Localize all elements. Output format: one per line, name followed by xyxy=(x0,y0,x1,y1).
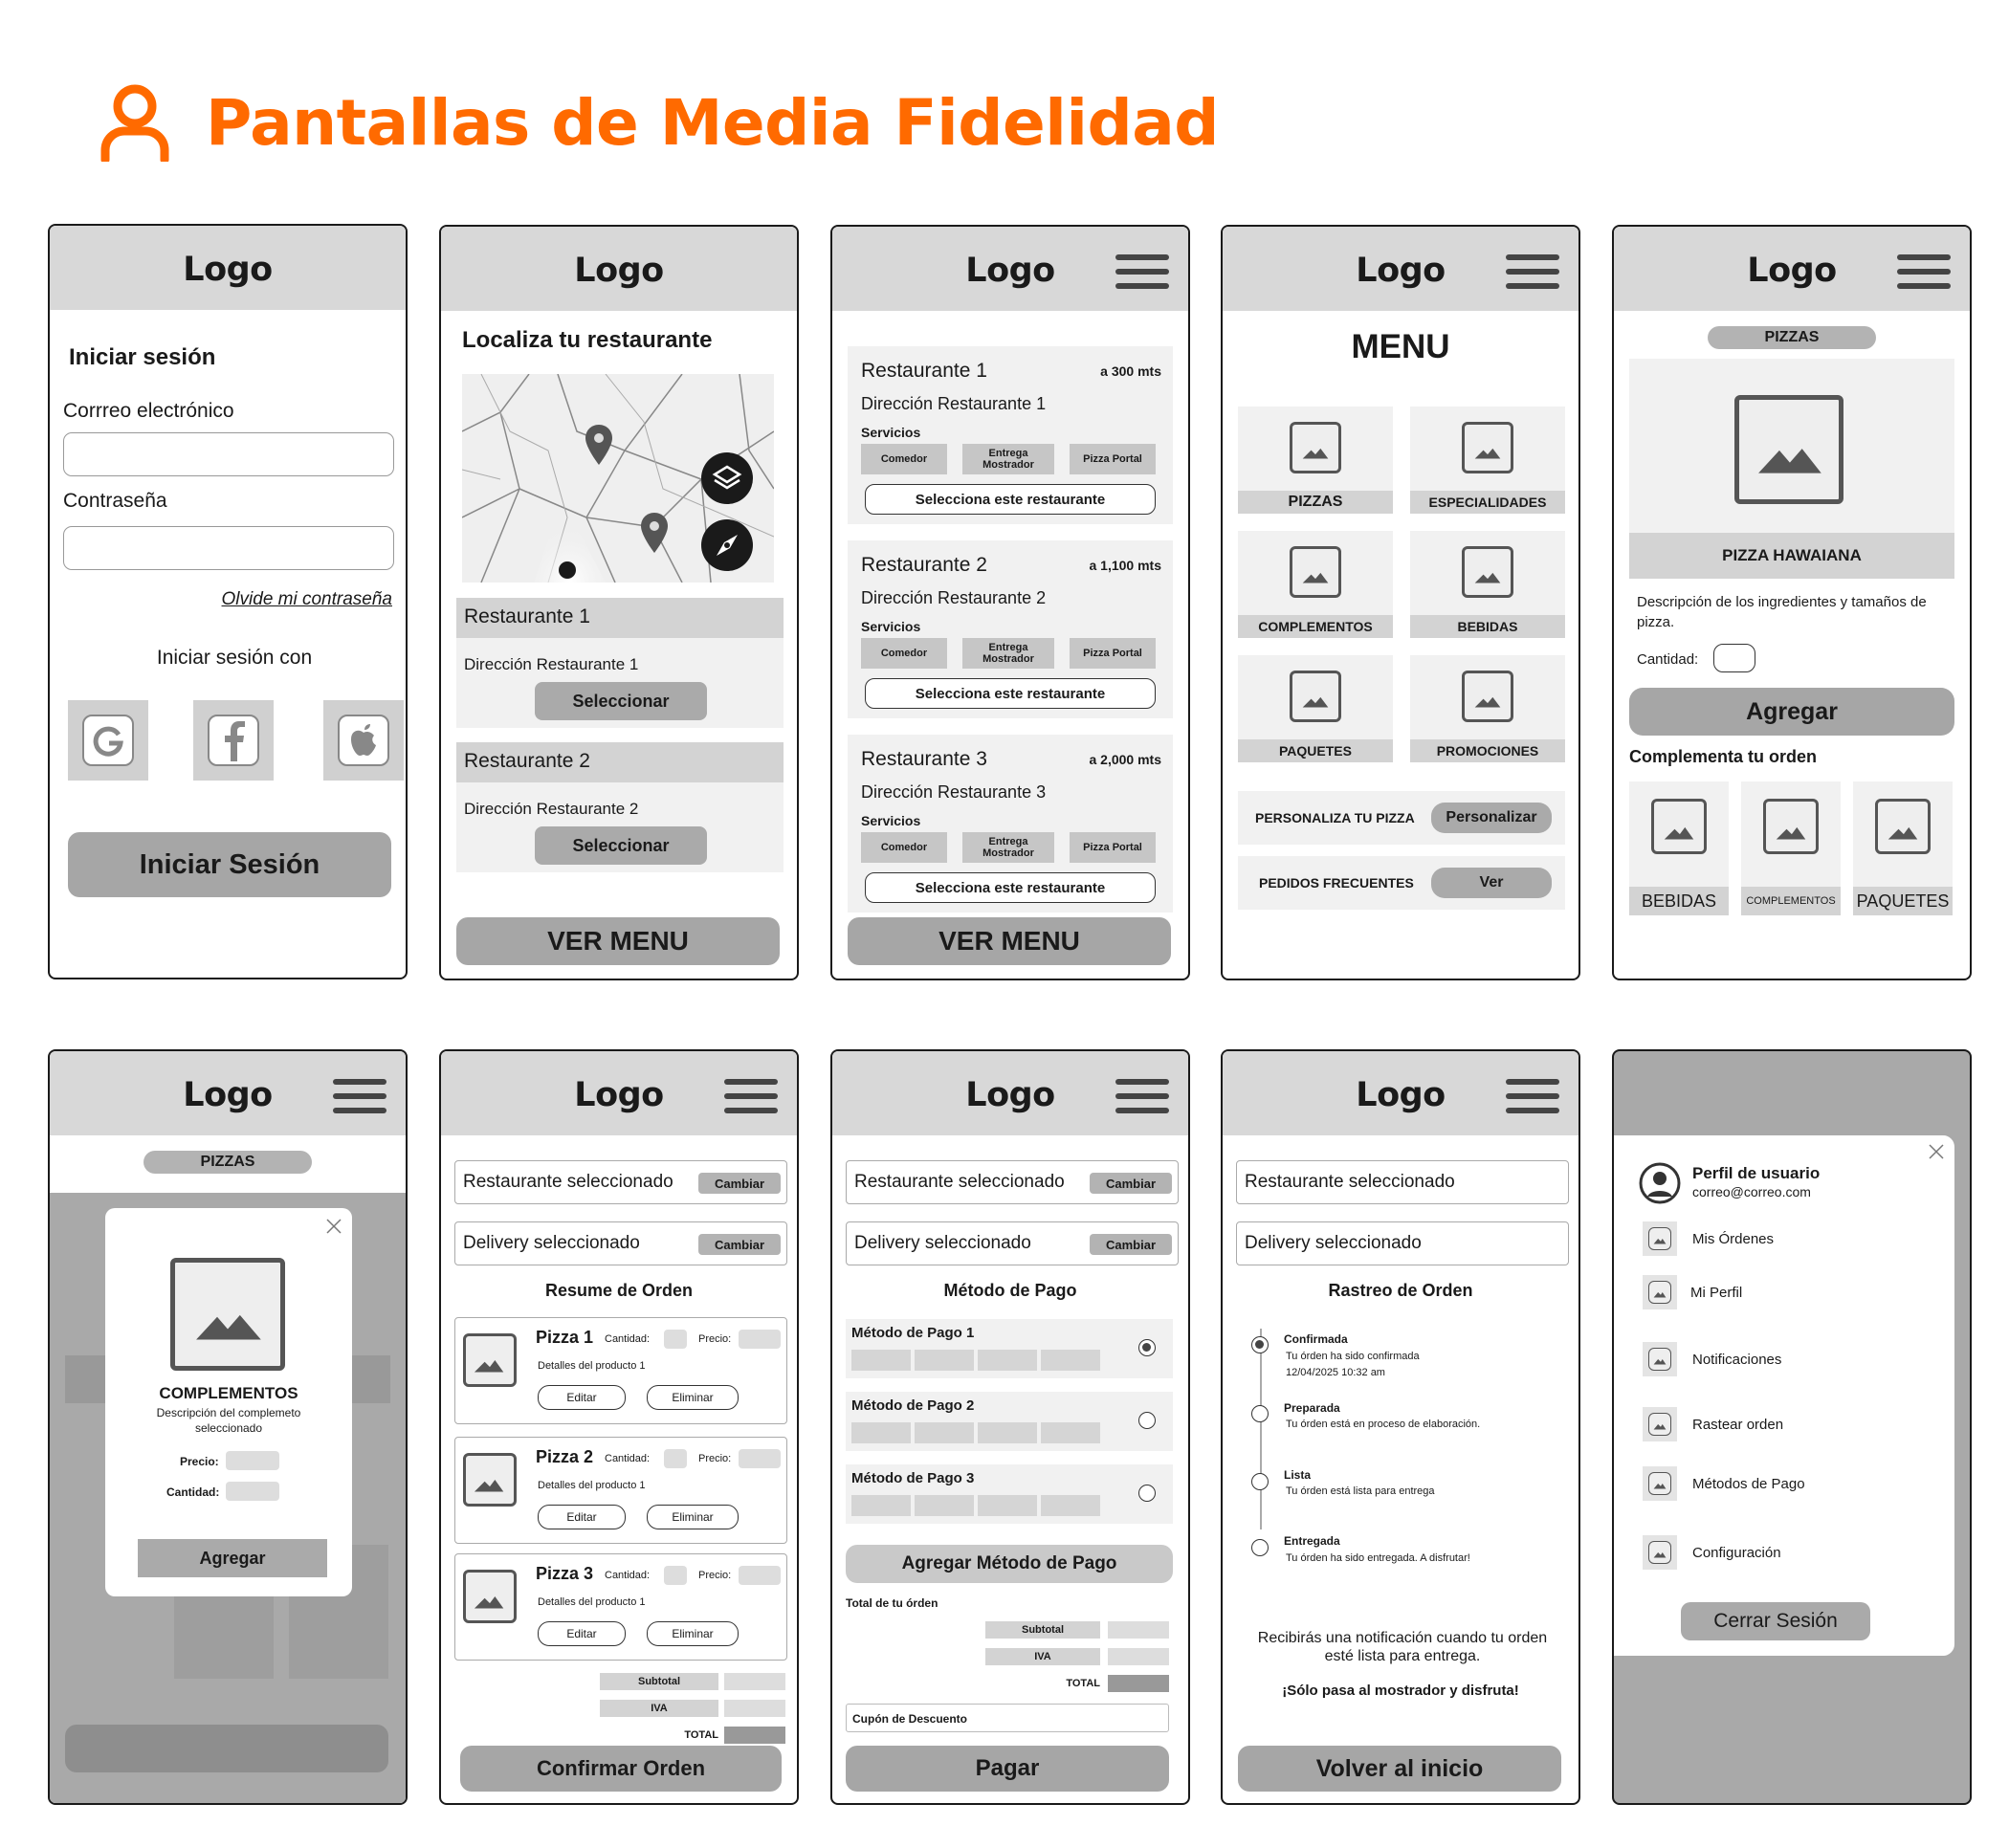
menu-item-profile[interactable]: Mi Perfil xyxy=(1690,1285,1743,1301)
image-placeholder-icon xyxy=(1875,799,1931,854)
header xyxy=(50,1051,406,1135)
image-placeholder-icon xyxy=(463,1570,517,1623)
image-placeholder-icon xyxy=(1462,546,1513,598)
restaurant-card xyxy=(848,735,1173,913)
image-placeholder-icon xyxy=(1651,799,1707,854)
payment-heading: Método de Pago xyxy=(943,1281,1077,1300)
screen-tracking xyxy=(1221,1049,1580,1805)
header xyxy=(1614,227,1970,311)
restaurant-selected: Restaurante seleccionado xyxy=(854,1172,1065,1192)
header xyxy=(832,227,1188,311)
payment-method-name: Método de Pago 2 xyxy=(851,1397,975,1414)
payment-radio[interactable] xyxy=(1138,1485,1156,1502)
delivery-selected-row xyxy=(1236,1221,1569,1265)
image-placeholder-icon xyxy=(170,1258,285,1371)
view-menu-button[interactable]: VER MENU xyxy=(456,917,780,965)
payment-radio[interactable] xyxy=(1138,1412,1156,1429)
image-placeholder-icon xyxy=(1648,1472,1671,1495)
tracking-heading: Rastreo de Orden xyxy=(1328,1281,1473,1300)
delivery-selected: Delivery seleccionado xyxy=(854,1233,1031,1253)
timeline-line xyxy=(1260,1329,1262,1529)
screen-locate xyxy=(439,225,799,980)
service-chip: Pizza Portal xyxy=(1070,444,1156,474)
price-label: Precio: xyxy=(698,1333,732,1345)
quantity-label: Cantidad: xyxy=(1637,651,1699,668)
avatar-icon xyxy=(1639,1162,1681,1204)
pickup-note: ¡Sólo pasa al mostrador y disfruta! xyxy=(1282,1683,1519,1699)
restaurant-address: Dirección Restaurante 1 xyxy=(464,655,639,673)
step-text: Tu órden ha sido confirmada xyxy=(1286,1351,1420,1362)
coupon-field[interactable]: Cupón de Descuento xyxy=(846,1704,1169,1732)
services-label: Servicios xyxy=(861,619,921,634)
product-image xyxy=(1629,359,1954,579)
image-placeholder-icon xyxy=(1648,1541,1671,1564)
price-field xyxy=(739,1449,781,1468)
compass-icon[interactable] xyxy=(701,519,753,571)
complement-label: PAQUETES xyxy=(1853,887,1953,915)
screen-profile xyxy=(1612,1049,1972,1805)
confirm-order-button[interactable]: Confirmar Orden xyxy=(460,1746,782,1792)
restaurant-selected: Restaurante seleccionado xyxy=(463,1172,673,1192)
quantity-field[interactable] xyxy=(1713,644,1755,672)
menu-item-icon-box xyxy=(1643,1407,1677,1441)
distance: a 300 mts xyxy=(1100,363,1161,379)
service-chip: Entrega Mostrador xyxy=(962,638,1054,669)
menu-icon[interactable] xyxy=(1115,1079,1169,1113)
password-field[interactable] xyxy=(63,526,394,570)
price-field xyxy=(739,1330,781,1349)
category-label: COMPLEMENTOS xyxy=(1238,615,1393,638)
logo: Logo xyxy=(183,1076,273,1114)
menu-icon[interactable] xyxy=(724,1079,778,1113)
step-title: Confirmada xyxy=(1284,1332,1348,1346)
menu-icon[interactable] xyxy=(1897,254,1951,289)
page-title: Pantallas de Media Fidelidad xyxy=(206,85,1220,160)
edit-button[interactable]: Editar xyxy=(538,1621,626,1646)
screen-order-summary xyxy=(439,1049,799,1805)
delivery-selected: Delivery seleccionado xyxy=(463,1233,640,1253)
header xyxy=(1223,227,1578,311)
image-placeholder-icon xyxy=(1462,671,1513,722)
summary-heading: Resume de Orden xyxy=(544,1281,694,1300)
logo: Logo xyxy=(965,1076,1055,1114)
facebook-button[interactable] xyxy=(193,700,274,781)
payment-method-name: Método de Pago 3 xyxy=(851,1470,975,1486)
menu-title: MENU xyxy=(1351,328,1450,365)
total-label: TOTAL xyxy=(1066,1678,1100,1689)
restaurant-address: Dirección Restaurante 2 xyxy=(861,588,1047,607)
add-button[interactable]: Agregar xyxy=(1629,688,1954,736)
change-button[interactable]: Cambiar xyxy=(698,1234,781,1255)
services-label: Servicios xyxy=(861,425,921,440)
google-icon xyxy=(81,714,135,767)
logo: Logo xyxy=(1356,252,1446,290)
image-placeholder-icon xyxy=(1290,422,1341,473)
category-bebidas[interactable] xyxy=(1410,531,1565,638)
select-button[interactable]: Seleccionar xyxy=(535,682,707,720)
item-details: Detalles del producto 1 xyxy=(538,1360,646,1372)
select-button[interactable]: Seleccionar xyxy=(535,826,707,865)
screen-restaurants xyxy=(830,225,1190,980)
restaurant-name: Restaurante 2 xyxy=(861,554,987,576)
image-placeholder-icon xyxy=(1290,546,1341,598)
customize-label: PERSONALIZA TU PIZZA xyxy=(1255,810,1415,825)
menu-icon[interactable] xyxy=(1506,254,1559,289)
restaurant-selected-row xyxy=(454,1160,787,1204)
email-label: Corrreo electrónico xyxy=(63,400,234,422)
image-placeholder-icon xyxy=(463,1333,517,1387)
restaurant-card xyxy=(456,598,784,728)
edit-button[interactable]: Editar xyxy=(538,1385,626,1410)
select-restaurant-button[interactable]: Selecciona este restaurante xyxy=(865,484,1156,515)
change-button[interactable]: Cambiar xyxy=(1090,1173,1172,1194)
category-label: PAQUETES xyxy=(1238,739,1393,762)
restaurant-card xyxy=(848,346,1173,524)
payment-method-row[interactable] xyxy=(846,1319,1173,1378)
image-placeholder-icon xyxy=(1648,1348,1671,1371)
iva-label: IVA xyxy=(600,1700,718,1717)
restaurant-selected-row xyxy=(846,1160,1179,1204)
header xyxy=(1223,1051,1578,1135)
edit-button[interactable]: Editar xyxy=(538,1505,626,1529)
price-label: Precio: xyxy=(180,1455,219,1468)
service-chip: Comedor xyxy=(861,638,947,669)
locate-heading: Localiza tu restaurante xyxy=(462,327,713,353)
remove-button[interactable]: Eliminar xyxy=(647,1621,739,1646)
service-chip: Comedor xyxy=(861,444,947,474)
quantity-field[interactable] xyxy=(664,1449,687,1468)
step-time: 12/04/2025 10:32 am xyxy=(1286,1367,1385,1378)
restaurant-card xyxy=(456,742,784,872)
complement-card[interactable] xyxy=(1741,781,1841,915)
complement-modal xyxy=(105,1208,352,1596)
product-name: PIZZA HAWAIANA xyxy=(1629,533,1954,579)
step-marker xyxy=(1251,1336,1269,1353)
pay-button[interactable]: Pagar xyxy=(846,1746,1169,1792)
menu-item-icon-box xyxy=(1643,1275,1677,1309)
email-field[interactable] xyxy=(63,432,394,476)
layers-icon[interactable] xyxy=(701,452,753,504)
category-pizzas[interactable] xyxy=(1238,407,1393,514)
menu-item-icon-box xyxy=(1643,1221,1677,1256)
logo: Logo xyxy=(965,252,1055,290)
complement-label: BEBIDAS xyxy=(1629,887,1729,915)
step-text: Tu órden está en proceso de elaboración. xyxy=(1286,1419,1481,1430)
distance: a 2,000 mts xyxy=(1089,752,1161,767)
password-label: Contraseña xyxy=(63,490,167,512)
image-placeholder-icon xyxy=(1462,422,1513,473)
restaurant-name: Restaurante 1 xyxy=(861,360,987,382)
menu-item-track-order[interactable]: Rastear orden xyxy=(1692,1417,1784,1433)
menu-icon[interactable] xyxy=(333,1079,386,1113)
menu-item-icon-box xyxy=(1643,1535,1677,1570)
close-icon[interactable] xyxy=(325,1218,342,1235)
category-label: PROMOCIONES xyxy=(1410,739,1565,762)
remove-button[interactable]: Eliminar xyxy=(647,1505,739,1529)
change-button[interactable]: Cambiar xyxy=(698,1173,781,1194)
subtotal-label: Subtotal xyxy=(985,1621,1100,1639)
login-heading: Iniciar sesión xyxy=(69,344,216,370)
logo: Logo xyxy=(574,1076,664,1114)
restaurant-address: Dirección Restaurante 2 xyxy=(464,800,639,818)
header xyxy=(50,226,406,310)
complement-label: COMPLEMENTOS xyxy=(1741,887,1841,915)
modal-description: Descripción del complemeto seleccionado xyxy=(156,1406,301,1435)
payment-radio[interactable] xyxy=(1138,1339,1156,1356)
quantity-label: Cantidad: xyxy=(605,1333,651,1345)
total-heading: Total de tu órden xyxy=(846,1596,938,1610)
subtotal-value xyxy=(724,1673,785,1690)
subtotal-value xyxy=(1108,1621,1169,1639)
menu-item-orders[interactable]: Mis Órdenes xyxy=(1692,1231,1775,1247)
category-paquetes[interactable] xyxy=(1238,655,1393,762)
apple-button[interactable] xyxy=(323,700,404,781)
category-label: ESPECIALIDADES xyxy=(1410,491,1565,514)
change-button[interactable]: Cambiar xyxy=(1090,1234,1172,1255)
restaurant-card xyxy=(848,540,1173,718)
remove-button[interactable]: Eliminar xyxy=(647,1385,739,1410)
screen-complement-modal xyxy=(48,1049,408,1805)
menu-item-notifications[interactable]: Notificaciones xyxy=(1692,1352,1782,1368)
order-item xyxy=(454,1317,787,1424)
item-name: Pizza 2 xyxy=(536,1447,594,1466)
category-tag: PIZZAS xyxy=(144,1151,312,1174)
quantity-label: Cantidad: xyxy=(605,1570,651,1581)
delivery-selected: Delivery seleccionado xyxy=(1245,1233,1422,1253)
complement-card[interactable] xyxy=(1629,781,1729,915)
service-chip: Pizza Portal xyxy=(1070,832,1156,863)
menu-icon[interactable] xyxy=(1506,1079,1559,1113)
frequent-label: PEDIDOS FRECUENTES xyxy=(1259,875,1414,891)
service-chip: Entrega Mostrador xyxy=(962,444,1054,474)
screen-payment xyxy=(830,1049,1190,1805)
step-marker xyxy=(1251,1473,1269,1490)
logout-button[interactable]: Cerrar Sesión xyxy=(1681,1602,1870,1640)
restaurant-selected: Restaurante seleccionado xyxy=(1245,1172,1455,1192)
delivery-selected-row xyxy=(454,1221,787,1265)
item-details: Detalles del producto 1 xyxy=(538,1596,646,1608)
product-description: Descripción de los ingredientes y tamaños de pizza. xyxy=(1637,594,1927,630)
image-placeholder-icon xyxy=(1763,799,1819,854)
menu-item-settings[interactable]: Configuración xyxy=(1692,1545,1781,1561)
logo: Logo xyxy=(574,252,664,290)
facebook-icon xyxy=(207,714,260,767)
image-placeholder-icon xyxy=(1648,1281,1671,1304)
step-title: Preparada xyxy=(1284,1401,1340,1415)
close-icon[interactable] xyxy=(1928,1143,1945,1160)
item-name: Pizza 1 xyxy=(536,1328,594,1347)
profile-drawer xyxy=(1614,1135,1954,1656)
restaurant-name: Restaurante 1 xyxy=(464,605,590,627)
customize-row xyxy=(1238,791,1565,845)
add-payment-method-button[interactable]: Agregar Método de Pago xyxy=(846,1545,1173,1583)
services-label: Servicios xyxy=(861,813,921,828)
social-login-label: Iniciar sesión con xyxy=(156,647,313,669)
category-promociones[interactable] xyxy=(1410,655,1565,762)
step-text: Tu órden ha sido entregada. A disfrutar! xyxy=(1286,1552,1470,1564)
price-label: Precio: xyxy=(698,1453,732,1464)
step-marker xyxy=(1251,1405,1269,1422)
logo: Logo xyxy=(183,251,273,289)
header xyxy=(441,227,797,311)
delivery-selected-row xyxy=(846,1221,1179,1265)
map[interactable] xyxy=(462,374,774,583)
page-header xyxy=(100,75,1219,170)
payment-method-row[interactable] xyxy=(846,1464,1173,1524)
ready-note: Recibirás una notificación cuando tu orden esté lista para entrega. xyxy=(1257,1630,1548,1664)
restaurant-name: Restaurante 2 xyxy=(464,750,590,772)
iva-label: IVA xyxy=(985,1648,1100,1665)
frequent-button[interactable]: Ver xyxy=(1431,868,1552,898)
back-home-button[interactable]: Volver al inicio xyxy=(1238,1746,1561,1792)
view-menu-button[interactable]: VER MENU xyxy=(848,917,1171,965)
restaurant-address: Dirección Restaurante 1 xyxy=(861,394,1047,413)
map-pin-icon[interactable] xyxy=(585,424,613,466)
quantity-field[interactable] xyxy=(226,1482,279,1501)
category-tag: PIZZAS xyxy=(1708,326,1876,349)
payment-method-name: Método de Pago 1 xyxy=(851,1325,975,1341)
service-chip: Pizza Portal xyxy=(1070,638,1156,669)
step-text: Tu órden está lista para entrega xyxy=(1286,1485,1435,1497)
service-chip: Comedor xyxy=(861,832,947,863)
google-button[interactable] xyxy=(68,700,148,781)
select-restaurant-button[interactable]: Selecciona este restaurante xyxy=(865,872,1156,903)
screen-login xyxy=(48,224,408,979)
menu-item-icon-box xyxy=(1643,1466,1677,1501)
menu-item-payment-methods[interactable]: Métodos de Pago xyxy=(1692,1476,1805,1492)
order-item xyxy=(454,1437,787,1544)
forgot-password-link[interactable]: Olvide mi contraseña xyxy=(221,589,392,609)
menu-icon[interactable] xyxy=(1115,254,1169,289)
service-chip: Entrega Mostrador xyxy=(962,832,1054,863)
customize-button[interactable]: Personalizar xyxy=(1431,803,1552,833)
quantity-label: Cantidad: xyxy=(605,1453,651,1464)
profile-email: correo@correo.com xyxy=(1692,1184,1811,1199)
add-button[interactable]: Agregar xyxy=(138,1539,327,1577)
user-icon xyxy=(100,83,169,162)
select-restaurant-button[interactable]: Selecciona este restaurante xyxy=(865,678,1156,709)
restaurant-name: Restaurante 3 xyxy=(861,748,987,770)
image-placeholder-icon xyxy=(1734,395,1843,504)
total-value xyxy=(1108,1675,1169,1692)
image-placeholder-icon xyxy=(1290,671,1341,722)
quantity-label: Cantidad: xyxy=(166,1485,220,1499)
image-placeholder-icon xyxy=(1648,1227,1671,1250)
quantity-field[interactable] xyxy=(664,1330,687,1349)
iva-value xyxy=(1108,1648,1169,1665)
restaurant-address: Dirección Restaurante 3 xyxy=(861,782,1047,802)
login-button[interactable]: Iniciar Sesión xyxy=(68,832,391,897)
header xyxy=(441,1051,797,1135)
image-placeholder-icon xyxy=(1648,1413,1671,1436)
iva-value xyxy=(724,1700,785,1717)
total-label: TOTAL xyxy=(684,1729,718,1741)
category-complementos[interactable] xyxy=(1238,531,1393,638)
profile-title: Perfil de usuario xyxy=(1692,1164,1821,1182)
payment-method-row[interactable] xyxy=(846,1392,1173,1451)
screen-menu xyxy=(1221,225,1580,980)
subtotal-label: Subtotal xyxy=(600,1673,718,1690)
step-title: Entregada xyxy=(1284,1534,1340,1548)
step-marker xyxy=(1251,1539,1269,1556)
logo: Logo xyxy=(1356,1076,1446,1114)
price-label: Precio: xyxy=(698,1570,732,1581)
screen-product xyxy=(1612,225,1972,980)
complement-card[interactable] xyxy=(1853,781,1953,915)
modal-title: COMPLEMENTOS xyxy=(159,1384,298,1402)
restaurant-selected-row xyxy=(1236,1160,1569,1204)
map-pin-icon[interactable] xyxy=(640,512,669,554)
frequent-orders-row xyxy=(1238,856,1565,910)
category-label: BEBIDAS xyxy=(1410,615,1565,638)
item-name: Pizza 3 xyxy=(536,1564,594,1583)
price-field xyxy=(739,1566,781,1585)
apple-icon xyxy=(337,714,390,767)
total-value xyxy=(724,1727,785,1744)
item-details: Detalles del producto 1 xyxy=(538,1480,646,1491)
distance: a 1,100 mts xyxy=(1089,558,1161,573)
step-title: Lista xyxy=(1284,1468,1312,1482)
category-especialidades[interactable] xyxy=(1410,407,1565,514)
complement-heading: Complementa tu orden xyxy=(1629,747,1818,766)
menu-item-icon-box xyxy=(1643,1342,1677,1376)
category-label: PIZZAS xyxy=(1238,491,1393,514)
logo: Logo xyxy=(1747,252,1837,290)
price-field xyxy=(226,1451,279,1470)
quantity-field[interactable] xyxy=(664,1566,687,1585)
image-placeholder-icon xyxy=(463,1453,517,1507)
header xyxy=(832,1051,1188,1135)
order-item xyxy=(454,1553,787,1661)
